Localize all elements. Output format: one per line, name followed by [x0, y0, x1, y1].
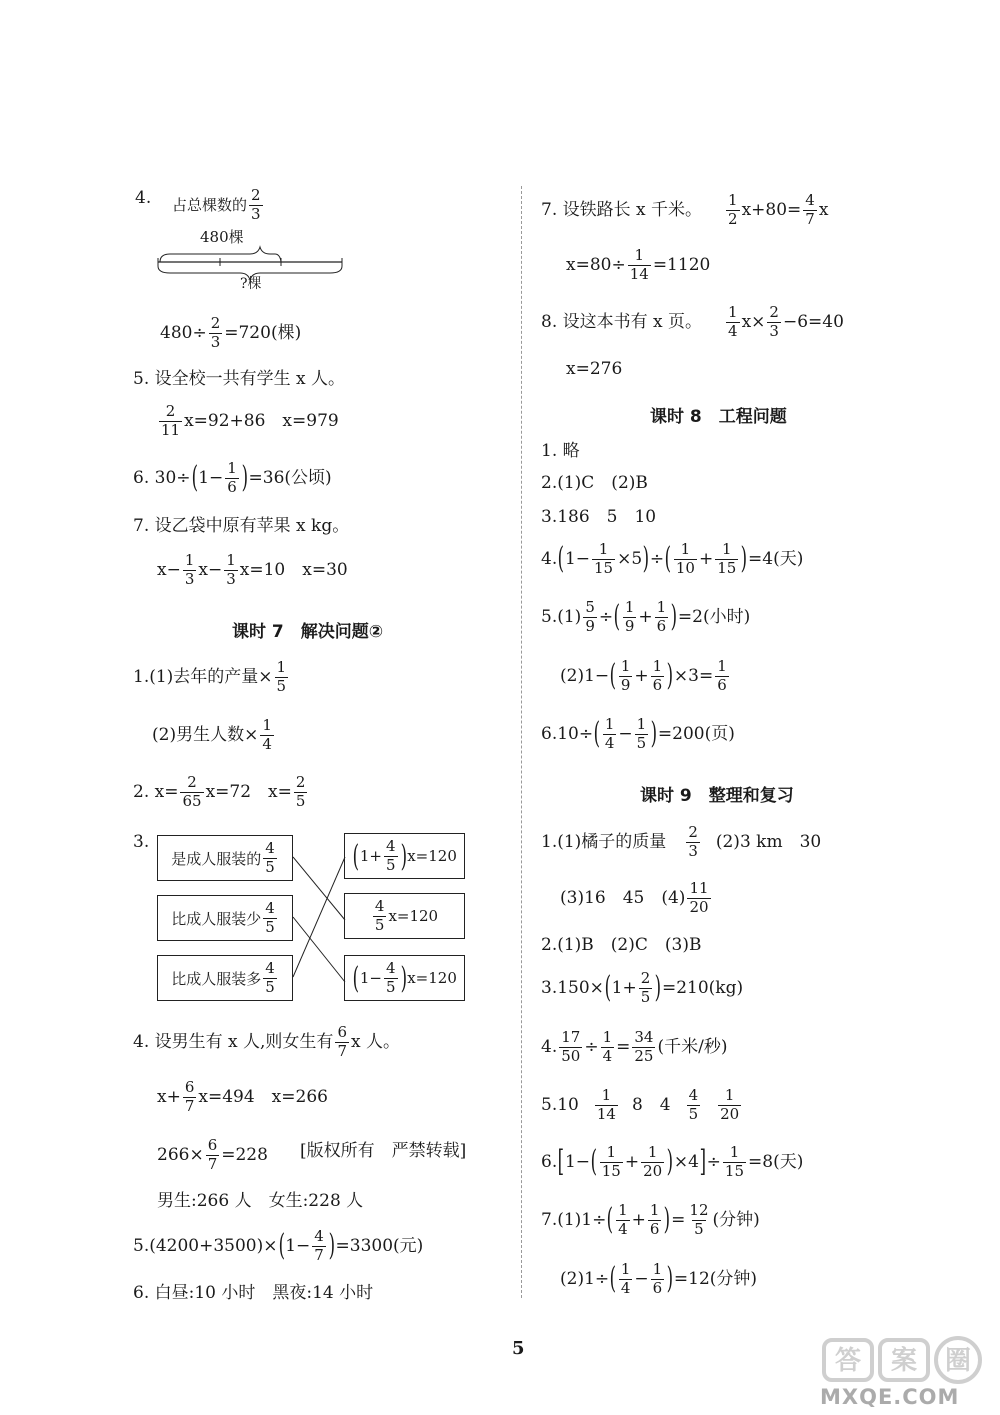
match-left-box-3: 比成人服装多 4 5 [157, 955, 293, 1001]
s9-q5: 5.10 1 14 8 4 4 5 1 20 [541, 1086, 740, 1123]
left-q5-line1: 5. 设全校一共有学生 x 人。 [133, 369, 346, 389]
s8-q3: 3.186 5 10 [541, 507, 657, 527]
right-q8-answer: x=276 [566, 359, 623, 379]
svg-text:案: 案 [890, 1346, 918, 1376]
s7-q1-part1: 1.(1)去年的产量× $\frac{1}{5}$ [133, 658, 287, 695]
s7-q4-line1: 4. 设男生有 x 人,则女生有 6 7 x 人。 [133, 1023, 400, 1060]
watermark-text: MXQE.COM [820, 1385, 960, 1409]
svg-text:圈: 圈 [944, 1346, 972, 1376]
match-left-box-1: 是成人服装的 4 5 [157, 835, 293, 881]
match-right-box-3: ( 1− $\frac{4}{5}$ ) x=120 [344, 955, 465, 1001]
s9-q3: 3.150× ( 1+ $\frac{2}{5}$ ) =210(kg) [541, 969, 744, 1006]
matching-lines [293, 830, 346, 1010]
left-q4-number: 4. [135, 188, 152, 208]
section-title-lesson9: 课时 9 整理和复习 [640, 786, 794, 806]
s8-q1: 1. 略 [541, 441, 580, 461]
s9-q1-part1: 1.(1)橘子的质量 2 3 (2)3 km 30 [541, 823, 822, 860]
svg-text:答: 答 [834, 1346, 862, 1376]
s9-q4: 4. $\frac{17}{50}$ ÷ $\frac{1}{4}$ = $\frac{34}{25}$ (千米/秒) [541, 1028, 728, 1065]
s9-q2: 2.(1)B (2)C (3)B [541, 935, 702, 955]
left-q4-top-label: 480棵 [200, 228, 244, 246]
left-q4-bottom-label: ?棵 [240, 276, 262, 292]
s9-q7-part2: (2)1÷ ( 1 4 − $\frac{1}{6}$ ) =12(分钟) [560, 1260, 758, 1297]
match-left-box-2: 比成人服装少 4 5 [157, 895, 293, 941]
s8-q6: 6.10÷ ( 1 4 − $\frac{1}{5}$ ) =200(页) [541, 715, 735, 752]
s7-q3-number: 3. [133, 832, 150, 852]
section-title-lesson7: 课时 7 解决问题② [232, 622, 384, 642]
column-divider [521, 186, 522, 1298]
left-q6: 6. 30÷ ( 1− $\frac{1}{6}$ ) =36(公顷) [133, 459, 332, 496]
left-q5-line2: 2 11 x=92+86 x=979 [161, 402, 339, 439]
copyright-notice: [版权所有 严禁转载] [300, 1141, 467, 1161]
left-q4-diagram-label: 占总棵数的 2 3 [172, 186, 261, 223]
left-q7-line1: 7. 设乙袋中原有苹果 x kg。 [133, 516, 350, 536]
section-title-lesson8: 课时 8 工程问题 [650, 407, 787, 427]
s9-q6: 6. [ 1− ( 1 15 + $\frac{1}{20}$ ) ×4 ] ÷ $\frac{1}{15}$ =8(天) [541, 1143, 804, 1180]
match-right-box-1: ( 1+ $\frac{4}{5}$ ) x=120 [344, 833, 465, 879]
left-q4-calc: 480÷ $\frac{2}{3}$ =720(棵) [160, 314, 302, 351]
s7-q2: 2. x= $\frac{2}{65}$ x=72 x= $\frac{2}{5}$ [133, 773, 306, 810]
s8-q5-part1: 5.(1) $\frac{5}{9}$ ÷ ( 1 9 + $\frac{1}{6}$ ) =2(小时) [541, 598, 751, 635]
s7-q1-part2: (2)男生人数× $\frac{1}{4}$ [152, 716, 272, 753]
right-q7: 7. 设铁路长 x 千米。 1 2 x+80= $\frac{4}{7}$ x [541, 191, 829, 228]
page-number: 5 [512, 1338, 525, 1359]
s7-q4-line3: 266× $\frac{6}{7}$ =228 [157, 1136, 268, 1173]
right-q7-answer: x=80÷ $\frac{1}{14}$ =1120 [566, 246, 711, 283]
s7-q5: 5.(4200+3500)× ( 1− $\frac{4}{7}$ ) =3300(元) [133, 1227, 424, 1264]
s9-q7-part1: 7.(1)1÷ ( 1 4 + $\frac{1}{6}$ ) = $\frac{12}{5}$ (分钟) [541, 1201, 760, 1238]
s8-q4: 4. ( 1− $\frac{1}{15}$ ×5 ) ÷ ( 1 10 + $\frac{1}{15}$ ) =4(天) [541, 540, 804, 577]
match-right-box-2: 4 5 x=120 [344, 893, 465, 939]
s7-q4-line2: x+ $\frac{6}{7}$ x=494 x=266 [157, 1078, 328, 1115]
right-q8: 8. 设这本书有 x 页。 1 4 x× $\frac{2}{3}$ −6=40 [541, 303, 844, 340]
s7-q4-line4: 男生:266 人 女生:228 人 [157, 1191, 364, 1211]
s7-q6: 6. 白昼:10 小时 黑夜:14 小时 [133, 1283, 374, 1303]
s8-q2: 2.(1)C (2)B [541, 473, 648, 493]
s8-q5-part2: (2)1− ( 1 9 + $\frac{1}{6}$ ) ×3= $\frac{1}{6}$ [560, 657, 727, 694]
s9-q1-part2: (3)16 45 (4) 11 20 [560, 879, 709, 916]
left-q7-line2: x− $\frac{1}{3}$ x− $\frac{1}{3}$ x=10 x=30 [157, 551, 348, 588]
